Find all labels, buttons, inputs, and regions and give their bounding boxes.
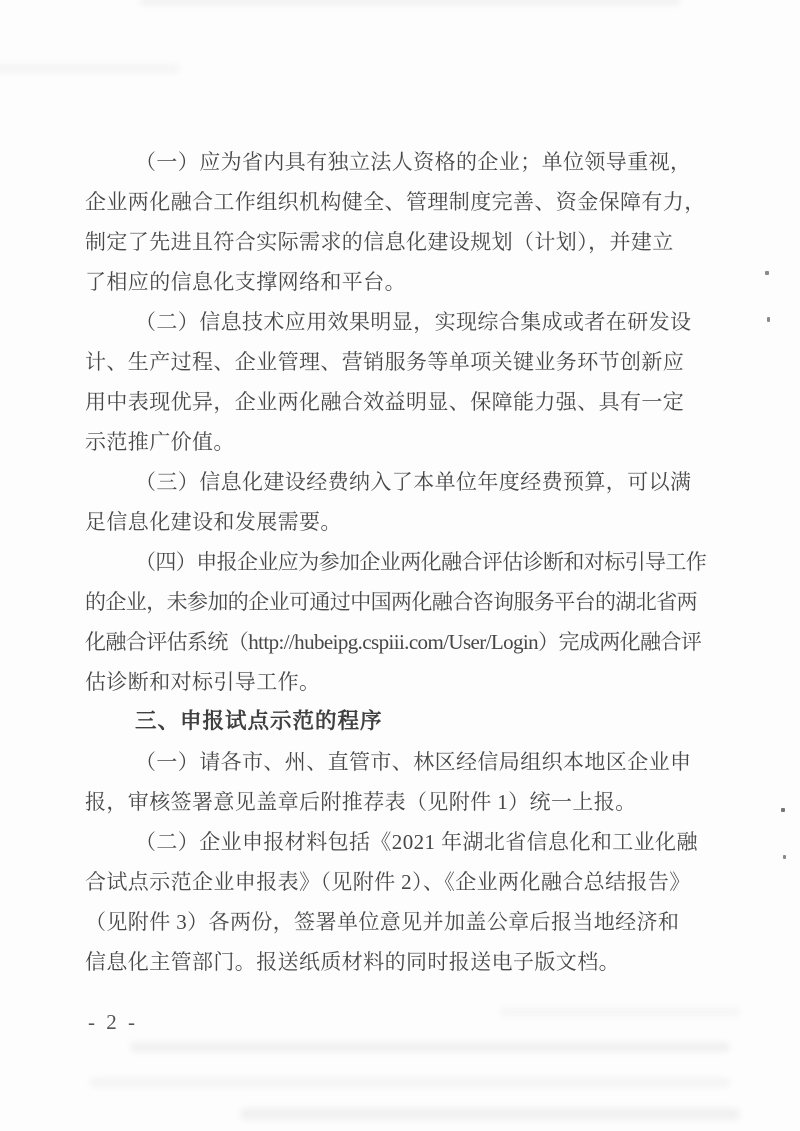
text-line: 估诊断和对标引导工作。 — [85, 670, 321, 694]
text-line: 计、生产过程、企业管理、营销服务等单项关键业务环节创新应 — [85, 350, 685, 374]
text-line: （见附件 3）各两份，签署单位意见并加盖公章后报当地经济和 — [85, 910, 680, 934]
scan-ghosting-streak — [130, 1042, 730, 1052]
text-line: 报，审核签署意见盖章后附推荐表（见附件 1）统一上报。 — [85, 790, 637, 814]
scan-speck — [783, 855, 786, 859]
scan-speck — [781, 808, 785, 812]
text-line: （二）信息技术应用效果明显，实现综合集成或者在研发设 — [135, 310, 692, 334]
text-line: 信息化主管部门。报送纸质材料的同时报送电子版文档。 — [85, 950, 620, 974]
scan-ghosting-streak — [140, 0, 680, 5]
text-line: 用中表现优异，企业两化融合效益明显、保障能力强、具有一定 — [85, 390, 685, 414]
scan-speck — [765, 271, 769, 275]
scan-ghosting-streak — [90, 1078, 730, 1087]
text-line: 足信息化建设和发展需要。 — [85, 510, 342, 534]
text-line: 了相应的信息化支撑网络和平台。 — [85, 270, 406, 294]
section-heading: 三、申报试点示范的程序 — [135, 709, 383, 734]
scan-speck — [767, 317, 770, 322]
text-line: （三）信息化建设经费纳入了本单位年度经费预算，可以满 — [135, 470, 692, 494]
text-line: （二）企业申报材料包括《2021 年湖北省信息化和工业化融 — [135, 830, 698, 854]
text-line: 企业两化融合工作组织机构健全、管理制度完善、资金保障有力， — [85, 190, 706, 214]
text-line: 的企业，未参加的企业可通过中国两化融合咨询服务平台的湖北省两 — [85, 590, 697, 614]
text-line: （四）申报企业应为参加企业两化融合评估诊断和对标引导工作 — [135, 550, 707, 574]
text-line: 制定了先进且符合实际需求的信息化建设规划（计划），并建立 — [85, 230, 674, 254]
text-line: （一）请各市、州、直管市、林区经信局组织本地区企业申 — [135, 750, 692, 774]
text-line-with-url: 化融合评估系统（http://hubeipg.cspiii.com/User/Login）完成两化融合评 — [85, 630, 702, 654]
scan-ghosting-streak — [0, 64, 180, 73]
page-number: - 2 - — [88, 1010, 138, 1034]
scan-ghosting-streak — [500, 1008, 740, 1016]
text-line: （一）应为省内具有独立法人资格的企业；单位领导重视， — [135, 150, 692, 174]
document-body — [85, 142, 730, 982]
scan-ghosting-streak — [240, 1108, 740, 1120]
text-line: 示范推广价值。 — [85, 430, 235, 454]
text-line: 合试点示范企业申报表》（见附件 2）、《企业两化融合总结报告》 — [85, 870, 691, 894]
